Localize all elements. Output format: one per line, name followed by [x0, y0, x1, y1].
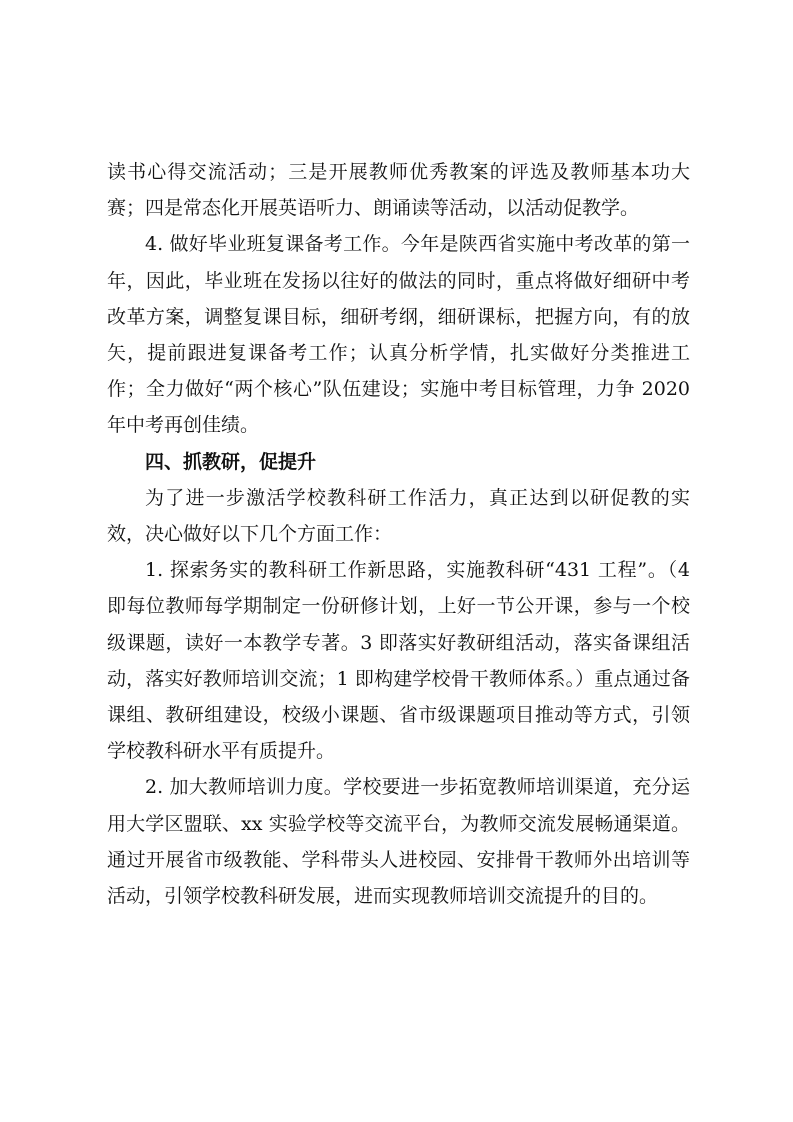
section-heading-teaching-research: 四、抓教研，促提升 — [145, 450, 317, 473]
paragraph-teacher-training: 2. 加大教师培训力度。学校要进一步拓宽教师培训渠道，充分运用大学区盟联、xx 实验学校等交流平台，为教师交流发展畅通渠道。通过开展省市级教能、学科带头人进校园、安排骨干教师外出培训等活动，引领学校教科研发展，进而实现教师培训交流提升的目的。 — [107, 776, 690, 908]
paragraph-graduating-class-review: 4. 做好毕业班复课备考工作。今年是陕西省实施中考改革的第一年，因此，毕业班在发扬以往好的做法的同时，重点将做好细研中考改革方案，调整复课目标，细研考纲，细研课标，把握方向，有的放矢，提前跟进复课备考工作；认真分析学情，扎实做好分类推进工作；全力做好“两个核心”队伍建设；实施中考目标管理，力争 2020 年中考再创佳绩。 — [107, 233, 690, 437]
document-body — [107, 154, 690, 914]
paragraph-431-project: 1. 探索务实的教科研工作新思路，实施教科研“431 工程”。（4 即每位教师每学期制定一份研修计划，上好一节公开课，参与一个校级课题，读好一本教学专著。3 即落实好教研组活动，落实备课组活动，落实好教师培训交流；1 即构建学校骨干教师体系。）重点通过备课组、教研组建设，校级小课题、省市级课题项目推动等方式，引领学校教科研水平有质提升。 — [107, 559, 690, 763]
paragraph-research-intro: 为了进一步激活学校教科研工作活力，真正达到以研促教的实效，决心做好以下几个方面工作： — [107, 486, 690, 546]
paragraph-continuation: 读书心得交流活动；三是开展教师优秀教案的评选及教师基本功大赛；四是常态化开展英语听力、朗诵读等活动，以活动促教学。 — [107, 161, 690, 220]
